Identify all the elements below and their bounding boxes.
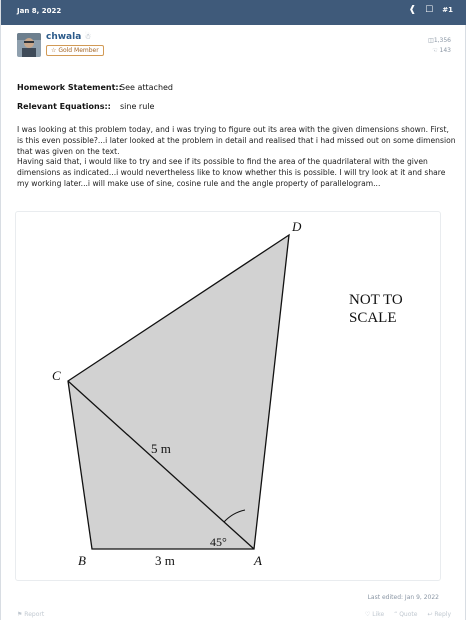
star-icon: ☆ — [51, 47, 57, 54]
username[interactable]: chwala — [46, 32, 82, 42]
reply-label[interactable]: Reply — [434, 611, 451, 618]
bookmark-icon[interactable]: ☐ — [425, 5, 434, 15]
quadrilateral-shape — [68, 235, 289, 549]
length-5m-label: 5 m — [151, 441, 171, 456]
equations-label: Relevant Equations:: — [17, 102, 111, 111]
homework-value: See attached — [120, 83, 174, 92]
post-date[interactable]: Jan 8, 2022 — [17, 7, 62, 15]
vertex-a-label: A — [254, 553, 262, 568]
vertex-d-label: D — [292, 219, 302, 234]
attached-figure[interactable] — [15, 211, 441, 581]
post-paragraph-2: Having said that, i would like to try and see if its possible to find the area of the quadrilateral with the given dimensions as indicated...i would nevertheless like to know whether this is possible. I will try look at it and share my working later...i will make use of sine, cosine rule and the angle property of parallelogram... — [17, 157, 446, 188]
report-link[interactable]: ⚑ Report — [17, 611, 45, 618]
not-to-label: NOT TO — [349, 292, 403, 308]
thumbs-up-icon: ☜ — [432, 47, 438, 54]
messages-icon: ◫ — [428, 37, 434, 44]
homework-statement — [17, 83, 174, 92]
like-button[interactable]: ♡ Like — [364, 611, 385, 618]
quote-button[interactable]: “ Quote — [394, 611, 418, 618]
homework-label: Homework Statement:: — [17, 83, 122, 92]
badge-label: Gold Member — [58, 47, 99, 54]
post-number[interactable]: #1 — [442, 6, 453, 14]
equations-value: sine rule — [120, 102, 155, 111]
vertex-c-label: C — [52, 368, 61, 383]
share-icon[interactable]: ❰ — [408, 5, 417, 15]
reply-button[interactable]: ↩ Reply — [427, 611, 451, 618]
message-count: 1,356 — [433, 37, 451, 44]
scale-label: SCALE — [349, 310, 397, 326]
quote-label[interactable]: Quote — [399, 611, 418, 618]
last-edited: Last edited: Jan 9, 2022 — [367, 594, 439, 601]
post-header-bar — [1, 0, 466, 25]
like-label[interactable]: Like — [372, 611, 385, 618]
gold-member-badge — [46, 45, 104, 56]
user-stats — [428, 36, 451, 56]
reaction-count: 143 — [439, 47, 451, 54]
vertex-b-label: B — [78, 553, 86, 568]
post-body — [17, 125, 457, 190]
quadrilateral-diagram — [16, 212, 441, 581]
report-label[interactable]: Report — [24, 611, 45, 618]
length-3m-label: 3 m — [155, 553, 175, 568]
post-actions — [1, 611, 466, 620]
user-profile-icon: ☃ — [84, 32, 92, 41]
angle-45-label: 45° — [210, 535, 227, 549]
post-paragraph-1: I was looking at this problem today, and i was trying to figure out its area with the given dimensions shown. First, is this even possible?...i later looked at the problem in detail and realised that i had missed out on some dimension that was given on the text. — [17, 125, 456, 156]
avatar[interactable] — [17, 33, 41, 57]
relevant-equations — [17, 102, 155, 111]
username-link[interactable] — [46, 32, 91, 42]
